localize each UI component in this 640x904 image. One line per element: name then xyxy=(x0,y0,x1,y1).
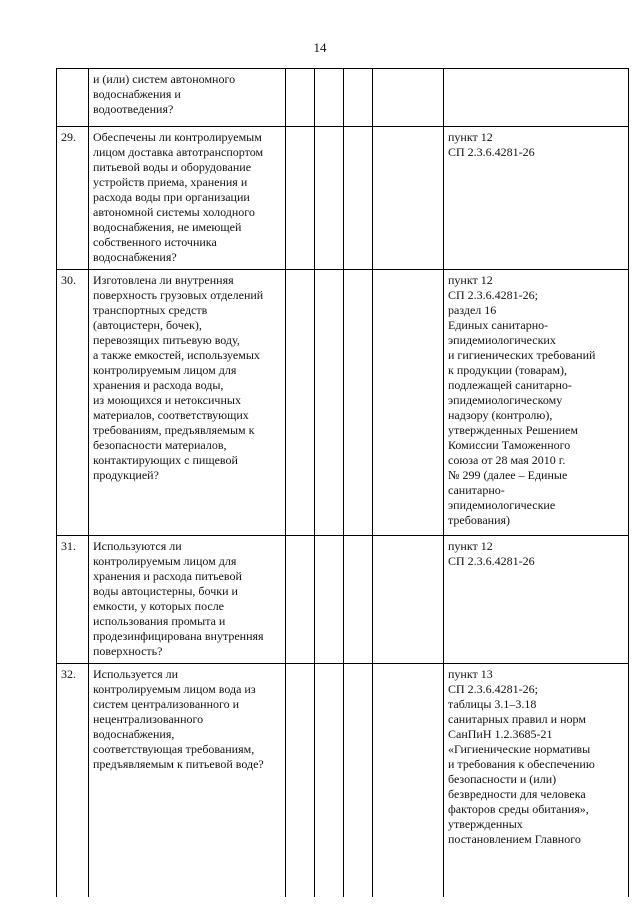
question-line: Обеспечены ли контролируемым xyxy=(93,130,262,144)
reference-line: эпидемиологическому xyxy=(448,393,563,407)
answer-na-cell xyxy=(344,270,373,536)
reference-line: союза от 28 мая 2010 г. xyxy=(448,453,566,467)
answer-yes-cell xyxy=(286,270,315,536)
question-line: транспортных средств xyxy=(93,303,208,317)
reference-line: санитарных правил и норм xyxy=(448,712,586,726)
reference-line: безопасности и (или) xyxy=(448,772,557,786)
reference-line: надзору (контролю), xyxy=(448,408,553,422)
question-line: водоснабжения и xyxy=(93,87,181,101)
checklist-table xyxy=(56,68,629,897)
reference-line: подлежащей санитарно- xyxy=(448,378,572,392)
question-line: поверхность грузовых отделений xyxy=(93,288,264,302)
reference-cell xyxy=(444,536,629,664)
question-line: нецентрализованного xyxy=(93,712,204,726)
reference-line: раздел 16 xyxy=(448,303,497,317)
table-row xyxy=(57,536,629,664)
note-cell xyxy=(373,270,444,536)
reference-line: СП 2.3.6.4281-26; xyxy=(448,288,538,302)
reference-line: эпидемиологических xyxy=(448,333,556,347)
question-line: Используется ли xyxy=(93,667,179,681)
question-cell xyxy=(89,69,286,127)
reference-line: СП 2.3.6.4281-26 xyxy=(448,145,535,159)
note-cell xyxy=(373,69,444,127)
question-line: хранения и расхода питьевой xyxy=(93,569,242,583)
answer-na-cell xyxy=(344,127,373,270)
item-number: 30. xyxy=(57,270,89,536)
reference-line: факторов среды обитания», xyxy=(448,802,589,816)
answer-no-cell xyxy=(315,69,344,127)
table-row xyxy=(57,69,629,127)
answer-no-cell xyxy=(315,127,344,270)
question-line: перевозящих питьевую воду, xyxy=(93,333,240,347)
question-line: водоснабжения, не имеющей xyxy=(93,220,242,234)
question-line: расхода воды при организации xyxy=(93,190,250,204)
reference-line: требования) xyxy=(448,513,511,527)
question-line: Используются ли xyxy=(93,539,182,553)
question-cell xyxy=(89,127,286,270)
question-line: из моющихся и нетоксичных xyxy=(93,393,241,407)
question-line: использования промыта и xyxy=(93,614,226,628)
reference-line: пункт 12 xyxy=(448,273,493,287)
question-line: Изготовлена ли внутренняя xyxy=(93,273,234,287)
question-line: хранения и расхода воды, xyxy=(93,378,224,392)
question-line: контактирующих с пищевой xyxy=(93,453,238,467)
note-cell xyxy=(373,664,444,898)
table-row xyxy=(57,664,629,898)
question-line: предъявляемым к питьевой воде? xyxy=(93,757,264,771)
answer-yes-cell xyxy=(286,536,315,664)
reference-line: и требования к обеспечению xyxy=(448,757,595,771)
item-number: 31. xyxy=(57,536,89,664)
question-line: контролируемым лицом вода из xyxy=(93,682,256,696)
question-line: водоотведения? xyxy=(93,102,174,116)
reference-line: пункт 12 xyxy=(448,130,493,144)
reference-line: СП 2.3.6.4281-26 xyxy=(448,554,535,568)
reference-line: № 299 (далее – Единые xyxy=(448,468,568,482)
reference-line: пункт 13 xyxy=(448,667,493,681)
question-line: собственного источника xyxy=(93,235,217,249)
question-cell xyxy=(89,270,286,536)
reference-cell xyxy=(444,270,629,536)
question-line: систем централизованного и xyxy=(93,697,240,711)
reference-line: Комиссии Таможенного xyxy=(448,438,571,452)
answer-yes-cell xyxy=(286,127,315,270)
answer-no-cell xyxy=(315,664,344,898)
answer-na-cell xyxy=(344,69,373,127)
question-line: продезинфицирована внутренняя xyxy=(93,629,264,643)
reference-line: к продукции (товарам), xyxy=(448,363,567,377)
question-line: контролируемым лицом для xyxy=(93,363,237,377)
question-line: безопасности материалов, xyxy=(93,438,227,452)
answer-no-cell xyxy=(315,270,344,536)
reference-cell xyxy=(444,127,629,270)
question-line: (автоцистерн, бочек), xyxy=(93,318,202,332)
item-number: 32. xyxy=(57,664,89,898)
reference-line: санитарно- xyxy=(448,483,505,497)
question-cell xyxy=(89,536,286,664)
question-line: поверхность? xyxy=(93,644,163,658)
reference-cell xyxy=(444,69,629,127)
question-line: продукцией? xyxy=(93,468,159,482)
question-line: водоснабжения? xyxy=(93,250,177,264)
reference-line: эпидемиологические xyxy=(448,498,556,512)
answer-na-cell xyxy=(344,536,373,664)
answer-yes-cell xyxy=(286,664,315,898)
question-line: водоснабжения, xyxy=(93,727,175,741)
reference-line: СП 2.3.6.4281-26; xyxy=(448,682,538,696)
question-line: устройств приема, хранения и xyxy=(93,175,248,189)
table-row xyxy=(57,270,629,536)
question-line: контролируемым лицом для xyxy=(93,554,237,568)
reference-line: безвредности для человека xyxy=(448,787,586,801)
note-cell xyxy=(373,127,444,270)
reference-line: таблицы 3.1–3.18 xyxy=(448,697,537,711)
reference-line: постановлением Главного xyxy=(448,832,581,846)
reference-line: пункт 12 xyxy=(448,539,493,553)
question-line: емкости, у которых после xyxy=(93,599,225,613)
table-row xyxy=(57,127,629,270)
note-cell xyxy=(373,536,444,664)
reference-line: «Гигиенические нормативы xyxy=(448,742,591,756)
question-cell xyxy=(89,664,286,898)
reference-line: и гигиенических требований xyxy=(448,348,596,362)
item-number: 29. xyxy=(57,127,89,270)
reference-line: утвержденных xyxy=(448,817,523,831)
reference-cell xyxy=(444,664,629,898)
answer-yes-cell xyxy=(286,69,315,127)
question-line: соответствующая требованиям, xyxy=(93,742,255,756)
answer-no-cell xyxy=(315,536,344,664)
answer-na-cell xyxy=(344,664,373,898)
reference-line: утвержденных Решением xyxy=(448,423,578,437)
item-number xyxy=(57,69,89,127)
question-line: воды автоцистерны, бочки и xyxy=(93,584,238,598)
reference-line: СанПиН 1.2.3685-21 xyxy=(448,727,553,741)
question-line: требованиям, предъявляемым к xyxy=(93,423,255,437)
question-line: автономной системы холодного xyxy=(93,205,255,219)
reference-line: Единых санитарно- xyxy=(448,318,549,332)
question-line: питьевой воды и оборудование xyxy=(93,160,252,174)
question-line: а также емкостей, используемых xyxy=(93,348,260,362)
question-line: лицом доставка автотранспортом xyxy=(93,145,264,159)
question-line: материалов, соответствующих xyxy=(93,408,249,422)
question-line: и (или) систем автономного xyxy=(93,72,236,86)
page-number: 14 xyxy=(313,40,327,55)
